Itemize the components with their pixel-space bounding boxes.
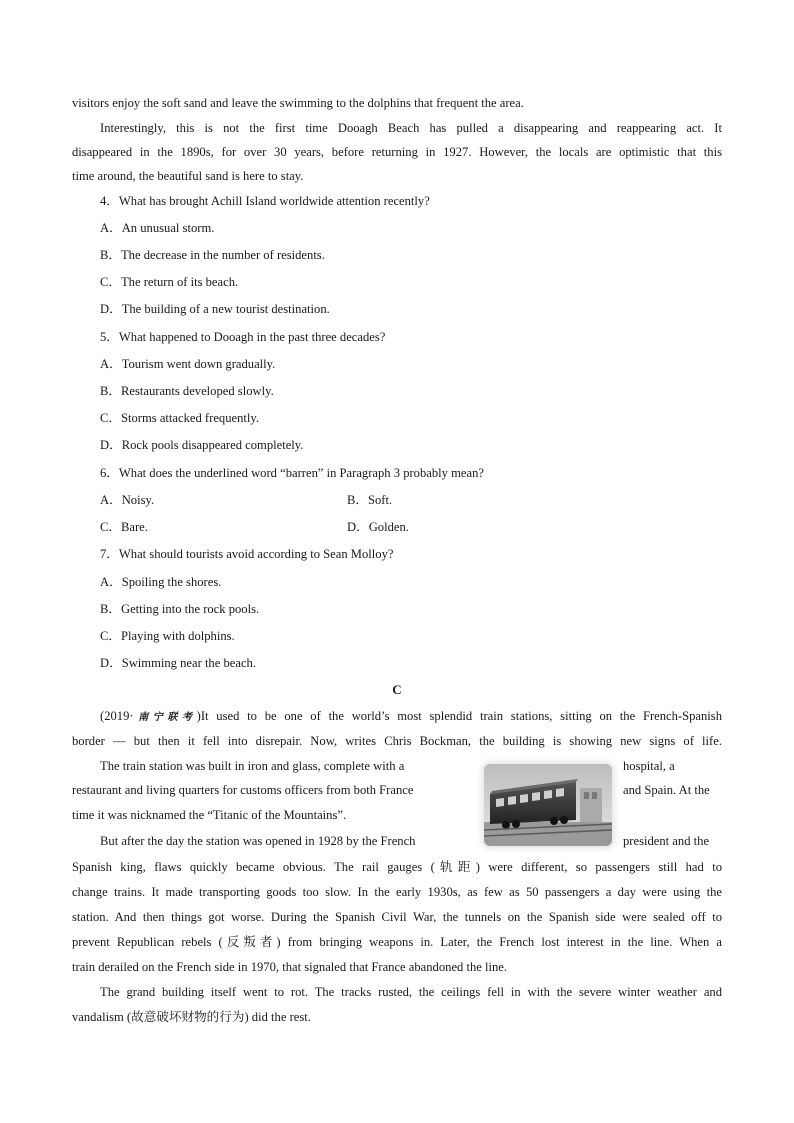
passage-line: disappeared in the 1890s, for over 30 years, before returning in 1927. However, the locals are optimistic that this <box>72 145 722 159</box>
passage-line: time it was nicknamed the “Titanic of the Mountains”. <box>72 808 347 822</box>
source-prefix: (2019· <box>100 709 134 723</box>
question-stem: 6．What does the underlined word “barren” in Paragraph 3 probably mean? <box>100 466 484 480</box>
answer-option: B．The decrease in the number of residents. <box>100 248 325 262</box>
answer-option: A．An unusual storm. <box>100 221 215 235</box>
answer-option: D．Rock pools disappeared completely. <box>100 438 304 452</box>
passage-line: station. And then things got worse. During the Spanish Civil War, the tunnels on the Spanish side were sealed off to <box>72 910 722 924</box>
passage-line: prevent Republican rebels (反叛者) from bringing weapons in. Later, the French lost interest in the line. When a <box>72 935 722 949</box>
answer-option: B．Getting into the rock pools. <box>100 602 260 616</box>
answer-option: B．Restaurants developed slowly. <box>100 384 274 398</box>
question-stem: 4．What has brought Achill Island worldwide attention recently? <box>100 194 430 208</box>
passage-line: Interestingly, this is not the first time Dooagh Beach has pulled a disappearing and reappearing act. It <box>100 121 722 135</box>
answer-option: A．Noisy. <box>100 493 155 507</box>
passage-text: )It used to be one of the world’s most splendid train stations, sitting on the French-Spanish <box>196 709 722 723</box>
answer-option: C．Bare. <box>100 520 148 534</box>
question-stem: 5．What happened to Dooagh in the past three decades? <box>100 330 386 344</box>
section-heading: C <box>392 682 402 697</box>
passage-line: and Spain. At the <box>623 783 710 797</box>
passage-line: time around, the beautiful sand is here to stay. <box>72 169 304 183</box>
passage-line: border — but then it fell into disrepair. Now, writes Chris Bockman, the building is showing new signs of life. <box>72 734 722 748</box>
train-carriage-image <box>484 764 612 846</box>
passage-line: Spanish king, flaws quickly became obvious. The rail gauges (轨距) were different, so passengers still had to <box>72 860 722 874</box>
answer-option: D．The building of a new tourist destination. <box>100 302 330 316</box>
answer-option: C．Storms attacked frequently. <box>100 411 260 425</box>
answer-option: D．Swimming near the beach. <box>100 656 256 670</box>
passage-line: The train station was built in iron and glass, complete with a <box>100 759 405 773</box>
passage-line: The grand building itself went to rot. The tracks rusted, the ceilings fell in with the severe winter weather and <box>100 985 722 999</box>
passage-line: restaurant and living quarters for customs officers from both France <box>72 783 414 797</box>
question-stem: 7．What should tourists avoid according to Sean Molloy? <box>100 547 394 561</box>
passage-line: president and the <box>623 834 710 848</box>
passage-line: hospital, a <box>623 759 675 773</box>
train-photo <box>484 764 612 846</box>
answer-option: C．The return of its beach. <box>100 275 239 289</box>
passage-line: change trains. It made transporting goods too slow. In the early 1930s, as few as 50 passengers a day were using the <box>72 885 722 899</box>
answer-option: A．Tourism went down gradually. <box>100 357 276 371</box>
passage-line <box>100 708 722 726</box>
passage-line: vandalism (故意破坏财物的行为) did the rest. <box>72 1010 311 1024</box>
passage-line: train derailed on the French side in 1970, that signaled that France abandoned the line. <box>72 960 508 974</box>
source-tag: 南宁联考 <box>133 712 197 723</box>
answer-option: D．Golden. <box>347 520 409 534</box>
answer-option: B．Soft. <box>347 493 393 507</box>
answer-option: A．Spoiling the shores. <box>100 575 222 589</box>
passage-line: visitors enjoy the soft sand and leave the swimming to the dolphins that frequent the area. <box>72 96 524 110</box>
passage-line: But after the day the station was opened in 1928 by the French <box>100 834 416 848</box>
answer-option: C．Playing with dolphins. <box>100 629 235 643</box>
